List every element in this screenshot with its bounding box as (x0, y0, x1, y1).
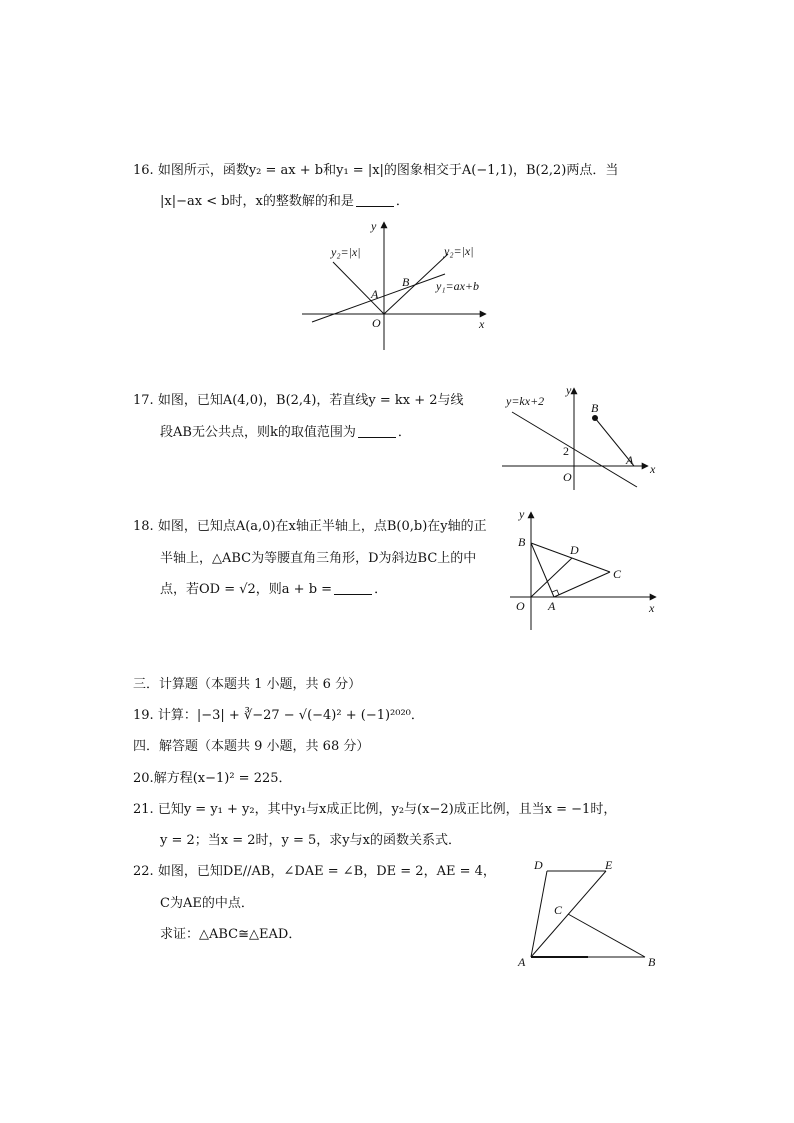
q16-number: 16. (133, 163, 154, 178)
q21-number: 21. (133, 802, 154, 817)
q19-number: 19. (133, 708, 154, 723)
q17-y-label: y (566, 383, 572, 397)
section-3-heading: 三．计算题（本题共 1 小题，共 6 分） (133, 677, 362, 692)
q16-point-b: B (402, 275, 410, 289)
q18-y-label: y (519, 507, 525, 521)
q21-text-line1: 已知y = y₁ + y₂，其中y₁与x成正比例，y₂与(x−2)成正比例，且当x = −1时， (157, 802, 617, 817)
q18-point-c: C (613, 567, 622, 581)
q17-text-line1: 如图，已知A(4,0)，B(2,4)，若直线y = kx + 2与线 (157, 393, 464, 408)
q17-origin: O (563, 470, 572, 484)
q16-left-label: y₂=|x| (331, 245, 361, 259)
q18-text-line1: 如图，已知点A(a,0)在x轴正半轴上，点B(0,b)在y轴的正 (157, 519, 487, 534)
q16-y-label: y (371, 219, 377, 233)
q22-seg-da (531, 871, 547, 957)
q18-origin: O (516, 599, 525, 613)
q21-line2: y = 2；当x = 2时，y = 5，求y与x的函数关系式． (160, 833, 461, 848)
q17-point-b: B (591, 401, 599, 415)
q22-point-a: A (518, 955, 526, 969)
q17-text-line2: 段AB无公共点，则k的取值范围为 (160, 425, 356, 440)
q17-number: 17. (133, 393, 154, 408)
q22-number: 22. (133, 864, 154, 879)
q22-point-e: E (605, 858, 613, 872)
q18-text-line3: 点，若OD = √2，则a + b = (160, 582, 333, 597)
q20-text: 解方程(x−1)² = 225． (153, 771, 292, 786)
q17-period: ． (397, 425, 411, 440)
q17-line-label: y=kx+2 (506, 394, 545, 408)
q17-x-label: x (650, 462, 656, 476)
q22-point-c: C (554, 903, 563, 917)
q18-x-label: x (649, 601, 655, 615)
q16-text-line1: 如图所示，函数y₂ = ax + b和y₁ = |x|的图象相交于A(−1,1)，B(2,2)两点．当 (157, 163, 619, 178)
q17-intercept: 2 (563, 444, 569, 458)
q17-point-a: A (626, 453, 634, 467)
q22-point-d: D (534, 858, 543, 872)
q16-line-label: y₁=ax+b (436, 279, 480, 293)
q22-line3: 求证：△ABC≅△EAD． (160, 927, 302, 942)
section-4-heading: 四．解答题（本题共 9 小题，共 68 分） (133, 739, 370, 754)
q18-number: 18. (133, 519, 154, 534)
q19-text: 计算：|−3| + ∛−27 − √(−4)² + (−1)²⁰²⁰． (157, 708, 424, 723)
q16-origin: O (372, 316, 381, 330)
q16-point-a: A (371, 287, 379, 301)
q16-period: ． (395, 194, 409, 209)
q22-text-line1: 如图，已知DE//AB，∠DAE = ∠B，DE = 2，AE = 4， (157, 864, 496, 879)
q18-point-b: B (518, 535, 526, 549)
q22-line2: C为AE的中点． (160, 896, 254, 911)
q16-right-label: y₂=|x| (444, 244, 474, 258)
q20-number: 20. (133, 771, 154, 786)
q18-point-d: D (570, 543, 579, 557)
q22-point-b: B (648, 955, 656, 969)
q16-text-line2: |x|−ax < b时，x的整数解的和是 (160, 194, 354, 209)
q16-x-label: x (479, 317, 485, 331)
q22-seg-cb (568, 914, 645, 957)
q18-point-a: A (548, 599, 556, 613)
q18-text-line2: 半轴上，△ABC为等腰直角三角形，D为斜边BC上的中 (160, 551, 477, 566)
q18-period: ． (374, 582, 388, 597)
